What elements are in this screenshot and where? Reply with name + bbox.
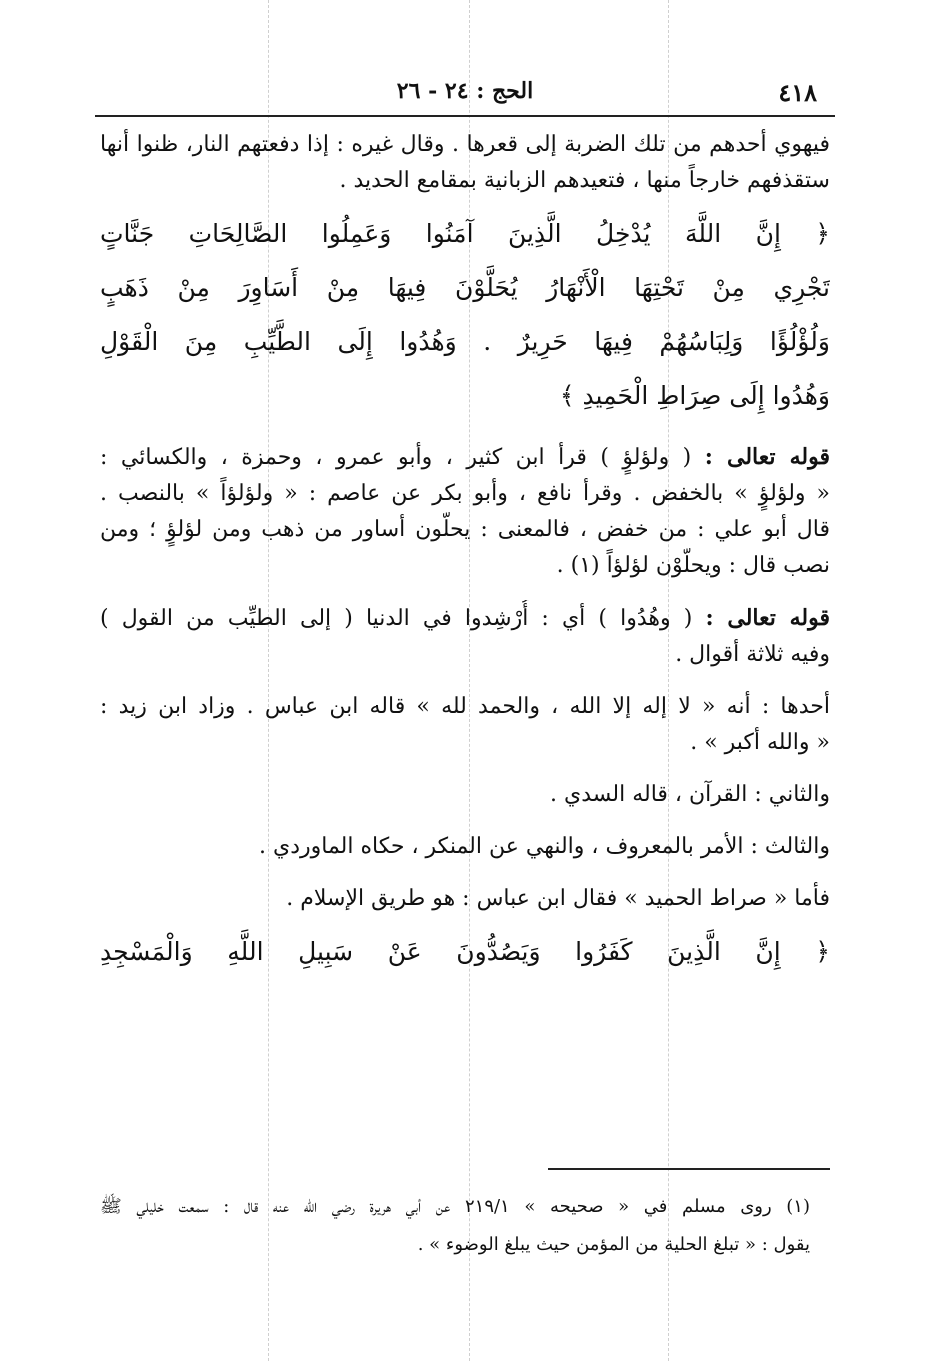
running-title: الحج : ٢٤ - ٢٦ (396, 78, 534, 104)
text-line: « ولؤلؤٍ » بالخفض . وقرأ نافع ، وأبو بكر عن عاصم : « ولؤلؤاً » بالنصب . (100, 481, 830, 506)
text-line (100, 439, 830, 476)
footnote-line: يقول : « تبلغ الحلية من المؤمن حيث يبلغ الوضوء » . (417, 1234, 810, 1255)
verse-line: وَهُدُوا إِلَى صِرَاطِ الْحَمِيدِ ﴾ (559, 381, 830, 410)
footnote-rule (548, 1168, 830, 1170)
paragraph-first-opinion (100, 689, 830, 761)
text-line (100, 600, 830, 637)
text-fragment: ( ولؤلؤٍ ) قرأ ابن كثير ، وأبو عمرو ، وحمزة ، والكسائي : (100, 445, 692, 470)
verse-line: وَلُؤْلُؤًا وَلِبَاسُهُمْ فِيهَا حَرِيرٌ . وَهُدُوا إِلَى الطَّيِّبِ مِنَ الْقَوْلِ (100, 327, 830, 356)
quran-verse-block-2 (100, 925, 830, 979)
text-line: قال أبو علي : من خفض ، فالمعنى : يحلَّون أساور من ذهب ومن لؤلؤٍ ؛ ومن (100, 517, 830, 542)
verse-line: ﴿ إِنَّ الَّذِينَ كَفَرُوا وَيَصُدُّونَ عَنْ سَبِيلِ اللَّهِ وَالْمَسْجِدِ (100, 937, 830, 966)
paragraph-qiraat (100, 439, 830, 584)
text-line: فيهوي أحدهم من تلك الضربة إلى قعرها . وقال غيره : إذا دفعتهم النار، ظنوا أنها (100, 132, 830, 157)
main-text (100, 127, 830, 979)
paragraph-second-opinion (100, 777, 830, 813)
text-line: والثالث : الأمر بالمعروف ، والنهي عن المنكر ، حكاه الماوردي . (258, 834, 830, 859)
paragraph-third-opinion (100, 829, 830, 865)
text-line: أحدها : أنه « لا إله إلا الله ، والحمد لله » قاله ابن عباس . وزاد ابن زيد : (100, 694, 830, 719)
paragraph-commentary-1 (100, 127, 830, 199)
text-line: نصب قال : ويحلَّوْن لؤلؤاً (١) . (556, 553, 830, 578)
page-header (95, 78, 835, 112)
paragraph-huduu (100, 600, 830, 673)
footnote-line: (١) روى مسلم في « صحيحه » ٢١٩/١ عن أبي هريرة رضي الله عنه قال : سمعت خليلي ﷺ (100, 1196, 810, 1217)
text-line: فأما « صراط الحميد » فقال ابن عباس : هو طريق الإسلام . (286, 886, 830, 911)
page-number: ٤١٨ (778, 78, 817, 107)
text-line: والثاني : القرآن ، قاله السدي . (550, 782, 830, 807)
verse-line: ﴿ إِنَّ اللَّهَ يُدْخِلُ الَّذِينَ آمَنُوا وَعَمِلُوا الصَّالِحَاتِ جَنَّاتٍ (100, 219, 830, 248)
lead-phrase: قوله تعالى : (704, 444, 830, 470)
verse-line: تَجْرِي مِنْ تَحْتِهَا الْأَنْهَارُ يُحَلَّوْنَ فِيهَا مِنْ أَسَاوِرَ مِنْ ذَهَبٍ (100, 273, 830, 302)
text-line: « والله أكبر » . (690, 730, 830, 755)
text-line: ستقذفهم خارجاً منها ، فتعيدهم الزبانية بمقامع الحديد . (339, 168, 830, 193)
lead-phrase: قوله تعالى : (705, 605, 830, 631)
footnotes (100, 1188, 810, 1264)
quran-verse-block (100, 207, 830, 423)
paragraph-sirat (100, 881, 830, 917)
text-line: وفيه ثلاثة أقوال . (675, 642, 830, 667)
text-fragment: ( وهُدُوا ) أي : أُرْشِدوا في الدنيا ( إلى الطيِّب من القول ) (100, 606, 693, 631)
header-rule (95, 115, 835, 117)
